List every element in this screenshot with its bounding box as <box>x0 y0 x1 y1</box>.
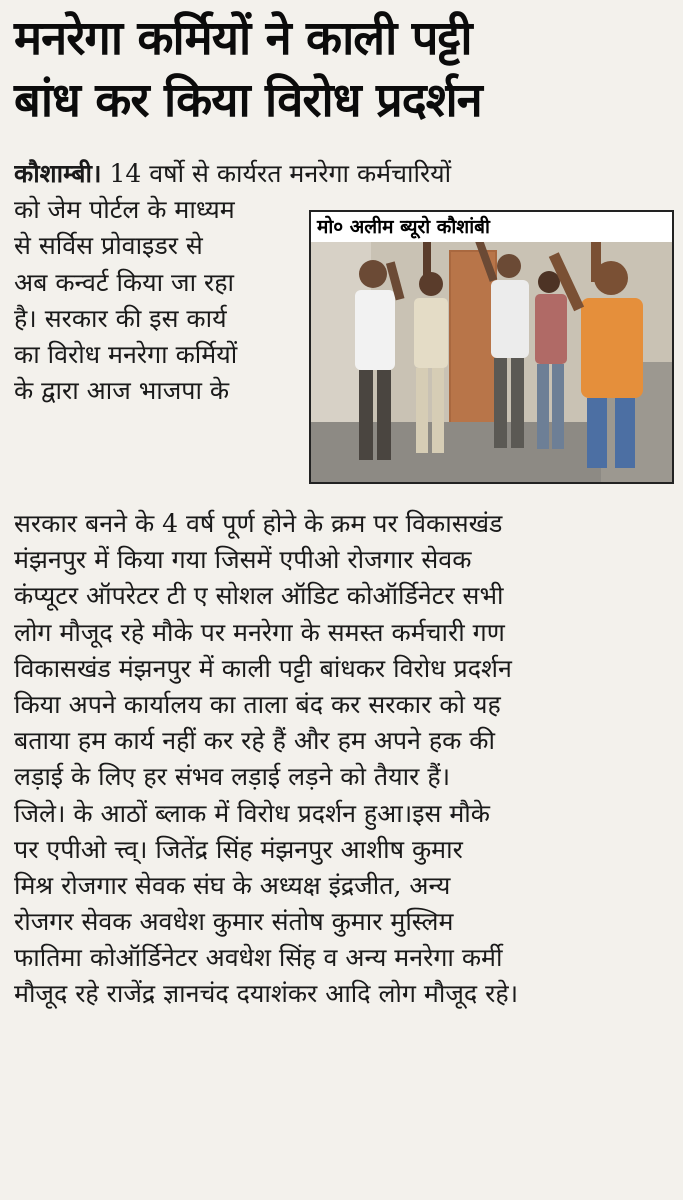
body-line: को जेम पोर्टल के माध्यम <box>14 195 235 225</box>
photo-credit: मो० अलीम ब्यूरो कौशांबी <box>311 212 672 242</box>
article-headline <box>14 8 674 132</box>
body-line: लड़ाई के लिए हर संभव लड़ाई लड़ने को तैयार हैं। <box>14 762 451 792</box>
body-line: मंझनपुर में किया गया जिसमें एपीओ रोजगार सेवक <box>14 545 472 575</box>
body-line: फातिमा कोऑर्डिनेटर अवधेश सिंह व अन्य मनरेगा कर्मी <box>14 943 503 973</box>
body-line: सरकार बनने के 4 वर्ष पूर्ण होने के क्रम पर विकासखंड <box>14 509 503 538</box>
body-line: के द्वारा आज भाजपा के <box>14 376 230 406</box>
body-line: रोजगर सेवक अवधेश कुमार संतोष कुमार मुस्लिम <box>14 907 454 937</box>
body-line: लोग मौजूद रहे मौके पर मनरेगा के समस्त कर्मचारी गण <box>14 617 505 647</box>
body-line: मिश्र रोजगार सेवक संघ के अध्यक्ष इंद्रजीत, अन्य <box>14 870 451 900</box>
body-line: का विरोध मनरेगा कर्मियों <box>14 339 238 369</box>
body-line: बताया हम कार्य नहीं कर रहे हैं और हम अपने हक की <box>14 726 495 756</box>
body-line: किया अपने कार्यालय का ताला बंद कर सरकार को यह <box>14 689 501 719</box>
body-first-line <box>14 156 674 192</box>
body-line: पर एपीओ त्त्व्। जितेंद्र सिंह मंझनपुर आशीष कुमार <box>14 834 463 864</box>
body-line: है। सरकार की इस कार्य <box>14 303 227 333</box>
headline-line-2: बांध कर किया विरोध प्रदर्शन <box>14 73 482 128</box>
article-body-bottom <box>14 506 674 1013</box>
headline-line-1: मनरेगा कर्मियों ने काली पट्टी <box>14 11 472 66</box>
body-line: जिले। के आठों ब्लाक में विरोध प्रदर्शन हुआ।इस मौके <box>14 798 490 828</box>
body-line: से सर्विस प्रोवाइडर से <box>14 231 203 261</box>
first-line-text: 14 वर्षो से कार्यरत मनरेगा कर्मचारियों <box>101 159 452 188</box>
body-line: कंप्यूटर ऑपरेटर टी ए सोशल ऑडिट कोऑर्डिनेटर सभी <box>14 581 504 611</box>
dateline: कौशाम्बी। <box>14 159 102 188</box>
body-line: विकासखंड मंझनपुर में काली पट्टी बांधकर विरोध प्रदर्शन <box>14 653 512 683</box>
body-line: अब कन्वर्ट किया जा रहा <box>14 267 234 297</box>
body-line: मौजूद रहे राजेंद्र ज्ञानचंद दयाशंकर आदि लोग मौजूद रहे। <box>14 979 519 1009</box>
group-protest-photo-icon <box>311 212 672 482</box>
protest-photo <box>309 210 674 484</box>
